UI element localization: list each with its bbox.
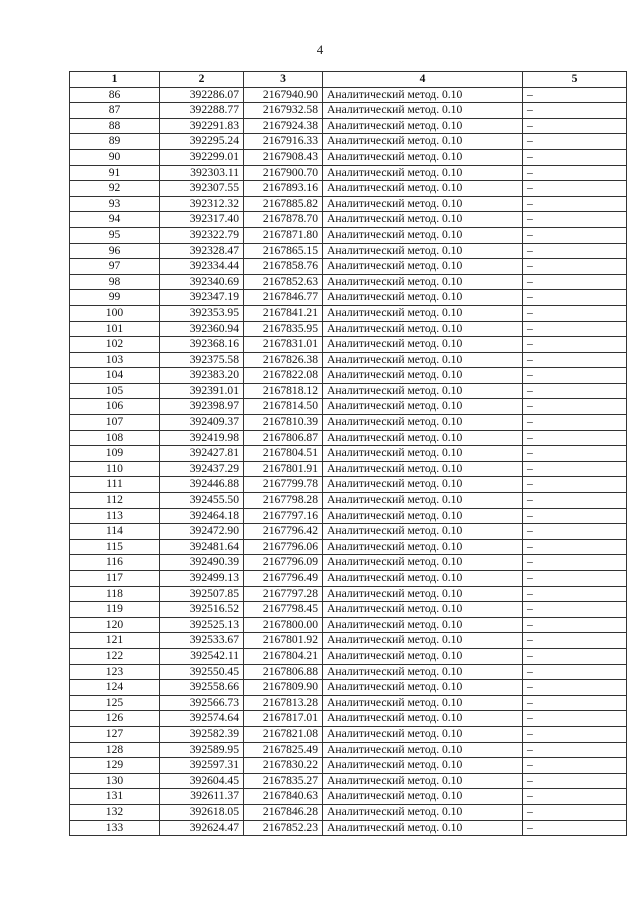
cell-point-number: 108 <box>70 430 160 446</box>
cell-note: – <box>523 461 627 477</box>
cell-y: 2167810.39 <box>244 415 323 431</box>
cell-method: Аналитический метод. 0.10 <box>323 368 523 384</box>
cell-note: – <box>523 711 627 727</box>
cell-method: Аналитический метод. 0.10 <box>323 446 523 462</box>
cell-note: – <box>523 321 627 337</box>
table-row <box>70 259 627 275</box>
cell-point-number: 106 <box>70 399 160 415</box>
cell-x: 392574.64 <box>160 711 244 727</box>
cell-x: 392398.97 <box>160 399 244 415</box>
cell-note: – <box>523 680 627 696</box>
table-row <box>70 227 627 243</box>
cell-x: 392340.69 <box>160 274 244 290</box>
table-row <box>70 430 627 446</box>
cell-note: – <box>523 571 627 587</box>
cell-x: 392334.44 <box>160 259 244 275</box>
cell-note: – <box>523 274 627 290</box>
cell-point-number: 125 <box>70 695 160 711</box>
cell-note: – <box>523 524 627 540</box>
cell-x: 392507.85 <box>160 586 244 602</box>
cell-point-number: 129 <box>70 758 160 774</box>
cell-x: 392295.24 <box>160 134 244 150</box>
table-row <box>70 539 627 555</box>
cell-note: – <box>523 446 627 462</box>
cell-x: 392525.13 <box>160 617 244 633</box>
cell-x: 392481.64 <box>160 539 244 555</box>
table-row <box>70 586 627 602</box>
cell-y: 2167835.95 <box>244 321 323 337</box>
cell-method: Аналитический метод. 0.10 <box>323 711 523 727</box>
cell-y: 2167940.90 <box>244 87 323 103</box>
table-row <box>70 571 627 587</box>
cell-method: Аналитический метод. 0.10 <box>323 305 523 321</box>
cell-note: – <box>523 305 627 321</box>
cell-note: – <box>523 243 627 259</box>
cell-y: 2167806.87 <box>244 430 323 446</box>
cell-x: 392307.55 <box>160 181 244 197</box>
cell-x: 392624.47 <box>160 820 244 836</box>
table-row <box>70 695 627 711</box>
cell-y: 2167797.28 <box>244 586 323 602</box>
cell-point-number: 110 <box>70 461 160 477</box>
cell-point-number: 91 <box>70 165 160 181</box>
table-row <box>70 648 627 664</box>
table-row <box>70 103 627 119</box>
cell-y: 2167800.00 <box>244 617 323 633</box>
cell-point-number: 114 <box>70 524 160 540</box>
table-row <box>70 290 627 306</box>
cell-y: 2167878.70 <box>244 212 323 228</box>
cell-method: Аналитический метод. 0.10 <box>323 196 523 212</box>
cell-y: 2167924.38 <box>244 118 323 134</box>
cell-point-number: 89 <box>70 134 160 150</box>
cell-y: 2167858.76 <box>244 259 323 275</box>
cell-method: Аналитический метод. 0.10 <box>323 165 523 181</box>
table-row <box>70 789 627 805</box>
cell-y: 2167804.51 <box>244 446 323 462</box>
cell-point-number: 124 <box>70 680 160 696</box>
cell-x: 392582.39 <box>160 726 244 742</box>
cell-method: Аналитический метод. 0.10 <box>323 773 523 789</box>
cell-x: 392455.50 <box>160 493 244 509</box>
cell-note: – <box>523 352 627 368</box>
cell-x: 392368.16 <box>160 337 244 353</box>
cell-point-number: 119 <box>70 602 160 618</box>
cell-y: 2167804.21 <box>244 648 323 664</box>
cell-method: Аналитический метод. 0.10 <box>323 290 523 306</box>
cell-note: – <box>523 227 627 243</box>
cell-method: Аналитический метод. 0.10 <box>323 321 523 337</box>
cell-x: 392353.95 <box>160 305 244 321</box>
cell-method: Аналитический метод. 0.10 <box>323 742 523 758</box>
cell-method: Аналитический метод. 0.10 <box>323 415 523 431</box>
column-header-method: 4 <box>323 72 523 88</box>
cell-x: 392533.67 <box>160 633 244 649</box>
cell-y: 2167846.28 <box>244 804 323 820</box>
column-header-note: 5 <box>523 72 627 88</box>
cell-x: 392597.31 <box>160 758 244 774</box>
cell-point-number: 128 <box>70 742 160 758</box>
table-row <box>70 711 627 727</box>
cell-method: Аналитический метод. 0.10 <box>323 664 523 680</box>
cell-x: 392516.52 <box>160 602 244 618</box>
table-row <box>70 758 627 774</box>
table-row <box>70 804 627 820</box>
cell-x: 392618.05 <box>160 804 244 820</box>
cell-note: – <box>523 149 627 165</box>
cell-point-number: 112 <box>70 493 160 509</box>
cell-method: Аналитический метод. 0.10 <box>323 337 523 353</box>
cell-note: – <box>523 602 627 618</box>
cell-y: 2167932.58 <box>244 103 323 119</box>
table-row <box>70 305 627 321</box>
cell-y: 2167835.27 <box>244 773 323 789</box>
cell-method: Аналитический метод. 0.10 <box>323 383 523 399</box>
cell-note: – <box>523 555 627 571</box>
table-row <box>70 617 627 633</box>
cell-y: 2167806.88 <box>244 664 323 680</box>
cell-note: – <box>523 103 627 119</box>
cell-y: 2167916.33 <box>244 134 323 150</box>
cell-note: – <box>523 415 627 431</box>
cell-method: Аналитический метод. 0.10 <box>323 789 523 805</box>
cell-point-number: 101 <box>70 321 160 337</box>
table-row <box>70 212 627 228</box>
cell-x: 392291.83 <box>160 118 244 134</box>
cell-x: 392317.40 <box>160 212 244 228</box>
column-header-point-number: 1 <box>70 72 160 88</box>
cell-x: 392419.98 <box>160 430 244 446</box>
table-row <box>70 243 627 259</box>
cell-note: – <box>523 368 627 384</box>
cell-x: 392542.11 <box>160 648 244 664</box>
table-row <box>70 493 627 509</box>
cell-point-number: 113 <box>70 508 160 524</box>
cell-point-number: 90 <box>70 149 160 165</box>
cell-method: Аналитический метод. 0.10 <box>323 243 523 259</box>
table-row <box>70 368 627 384</box>
cell-x: 392437.29 <box>160 461 244 477</box>
cell-x: 392499.13 <box>160 571 244 587</box>
cell-x: 392464.18 <box>160 508 244 524</box>
cell-point-number: 102 <box>70 337 160 353</box>
cell-note: – <box>523 633 627 649</box>
cell-method: Аналитический метод. 0.10 <box>323 118 523 134</box>
cell-point-number: 111 <box>70 477 160 493</box>
cell-method: Аналитический метод. 0.10 <box>323 227 523 243</box>
cell-method: Аналитический метод. 0.10 <box>323 804 523 820</box>
cell-note: – <box>523 181 627 197</box>
cell-point-number: 109 <box>70 446 160 462</box>
cell-y: 2167814.50 <box>244 399 323 415</box>
cell-note: – <box>523 477 627 493</box>
cell-point-number: 97 <box>70 259 160 275</box>
cell-y: 2167796.49 <box>244 571 323 587</box>
cell-note: – <box>523 789 627 805</box>
table-row <box>70 321 627 337</box>
cell-x: 392391.01 <box>160 383 244 399</box>
table-row <box>70 477 627 493</box>
table-row <box>70 415 627 431</box>
cell-method: Аналитический метод. 0.10 <box>323 633 523 649</box>
cell-y: 2167801.92 <box>244 633 323 649</box>
cell-y: 2167826.38 <box>244 352 323 368</box>
table-row <box>70 524 627 540</box>
cell-note: – <box>523 493 627 509</box>
cell-y: 2167818.12 <box>244 383 323 399</box>
cell-point-number: 130 <box>70 773 160 789</box>
cell-y: 2167801.91 <box>244 461 323 477</box>
table-row <box>70 446 627 462</box>
cell-point-number: 104 <box>70 368 160 384</box>
cell-y: 2167893.16 <box>244 181 323 197</box>
cell-note: – <box>523 773 627 789</box>
cell-y: 2167798.45 <box>244 602 323 618</box>
cell-y: 2167796.06 <box>244 539 323 555</box>
cell-method: Аналитический метод. 0.10 <box>323 352 523 368</box>
cell-point-number: 88 <box>70 118 160 134</box>
cell-point-number: 99 <box>70 290 160 306</box>
cell-method: Аналитический метод. 0.10 <box>323 695 523 711</box>
cell-method: Аналитический метод. 0.10 <box>323 726 523 742</box>
cell-note: – <box>523 196 627 212</box>
cell-note: – <box>523 165 627 181</box>
cell-note: – <box>523 259 627 275</box>
cell-point-number: 132 <box>70 804 160 820</box>
table-row <box>70 181 627 197</box>
cell-x: 392566.73 <box>160 695 244 711</box>
cell-point-number: 118 <box>70 586 160 602</box>
cell-x: 392303.11 <box>160 165 244 181</box>
cell-point-number: 116 <box>70 555 160 571</box>
cell-x: 392375.58 <box>160 352 244 368</box>
cell-method: Аналитический метод. 0.10 <box>323 259 523 275</box>
cell-note: – <box>523 383 627 399</box>
cell-method: Аналитический метод. 0.10 <box>323 212 523 228</box>
cell-point-number: 123 <box>70 664 160 680</box>
table-row <box>70 274 627 290</box>
cell-y: 2167825.49 <box>244 742 323 758</box>
cell-point-number: 103 <box>70 352 160 368</box>
cell-method: Аналитический метод. 0.10 <box>323 680 523 696</box>
cell-point-number: 87 <box>70 103 160 119</box>
cell-note: – <box>523 399 627 415</box>
cell-point-number: 92 <box>70 181 160 197</box>
table-row <box>70 602 627 618</box>
cell-point-number: 126 <box>70 711 160 727</box>
column-header-x: 2 <box>160 72 244 88</box>
cell-y: 2167813.28 <box>244 695 323 711</box>
cell-x: 392288.77 <box>160 103 244 119</box>
cell-method: Аналитический метод. 0.10 <box>323 399 523 415</box>
cell-point-number: 105 <box>70 383 160 399</box>
cell-point-number: 120 <box>70 617 160 633</box>
cell-point-number: 86 <box>70 87 160 103</box>
cell-point-number: 96 <box>70 243 160 259</box>
cell-note: – <box>523 758 627 774</box>
cell-x: 392312.32 <box>160 196 244 212</box>
cell-method: Аналитический метод. 0.10 <box>323 820 523 836</box>
cell-y: 2167841.21 <box>244 305 323 321</box>
cell-note: – <box>523 430 627 446</box>
cell-point-number: 133 <box>70 820 160 836</box>
cell-note: – <box>523 820 627 836</box>
table-body <box>70 87 627 836</box>
cell-x: 392558.66 <box>160 680 244 696</box>
cell-note: – <box>523 539 627 555</box>
cell-method: Аналитический метод. 0.10 <box>323 461 523 477</box>
cell-x: 392409.37 <box>160 415 244 431</box>
cell-method: Аналитический метод. 0.10 <box>323 586 523 602</box>
table-row <box>70 508 627 524</box>
cell-note: – <box>523 118 627 134</box>
table-row <box>70 742 627 758</box>
cell-note: – <box>523 134 627 150</box>
cell-y: 2167885.82 <box>244 196 323 212</box>
table-row <box>70 149 627 165</box>
table-row <box>70 399 627 415</box>
cell-point-number: 93 <box>70 196 160 212</box>
cell-x: 392490.39 <box>160 555 244 571</box>
cell-note: – <box>523 290 627 306</box>
cell-point-number: 127 <box>70 726 160 742</box>
cell-y: 2167822.08 <box>244 368 323 384</box>
cell-y: 2167831.01 <box>244 337 323 353</box>
cell-y: 2167830.22 <box>244 758 323 774</box>
cell-note: – <box>523 508 627 524</box>
cell-x: 392550.45 <box>160 664 244 680</box>
cell-y: 2167796.42 <box>244 524 323 540</box>
cell-note: – <box>523 726 627 742</box>
cell-method: Аналитический метод. 0.10 <box>323 149 523 165</box>
cell-method: Аналитический метод. 0.10 <box>323 524 523 540</box>
page-number: 4 <box>316 42 324 57</box>
cell-y: 2167798.28 <box>244 493 323 509</box>
table-row <box>70 664 627 680</box>
cell-x: 392322.79 <box>160 227 244 243</box>
cell-point-number: 122 <box>70 648 160 664</box>
cell-method: Аналитический метод. 0.10 <box>323 555 523 571</box>
cell-x: 392472.90 <box>160 524 244 540</box>
cell-method: Аналитический метод. 0.10 <box>323 648 523 664</box>
cell-x: 392611.37 <box>160 789 244 805</box>
cell-note: – <box>523 586 627 602</box>
cell-method: Аналитический метод. 0.10 <box>323 103 523 119</box>
coordinates-table <box>69 71 627 836</box>
cell-point-number: 100 <box>70 305 160 321</box>
cell-method: Аналитический метод. 0.10 <box>323 571 523 587</box>
table-row <box>70 196 627 212</box>
cell-point-number: 95 <box>70 227 160 243</box>
cell-point-number: 98 <box>70 274 160 290</box>
cell-y: 2167871.80 <box>244 227 323 243</box>
cell-y: 2167799.78 <box>244 477 323 493</box>
table-row <box>70 165 627 181</box>
cell-method: Аналитический метод. 0.10 <box>323 181 523 197</box>
cell-point-number: 121 <box>70 633 160 649</box>
cell-point-number: 94 <box>70 212 160 228</box>
cell-y: 2167852.23 <box>244 820 323 836</box>
cell-x: 392286.07 <box>160 87 244 103</box>
cell-note: – <box>523 742 627 758</box>
cell-x: 392427.81 <box>160 446 244 462</box>
table-row <box>70 383 627 399</box>
cell-y: 2167821.08 <box>244 726 323 742</box>
cell-method: Аналитический метод. 0.10 <box>323 134 523 150</box>
cell-x: 392360.94 <box>160 321 244 337</box>
cell-x: 392328.47 <box>160 243 244 259</box>
cell-method: Аналитический метод. 0.10 <box>323 430 523 446</box>
cell-y: 2167900.70 <box>244 165 323 181</box>
cell-x: 392589.95 <box>160 742 244 758</box>
header-row <box>70 72 627 88</box>
cell-note: – <box>523 337 627 353</box>
table-row <box>70 461 627 477</box>
table-row <box>70 134 627 150</box>
cell-y: 2167908.43 <box>244 149 323 165</box>
table-row <box>70 87 627 103</box>
cell-point-number: 131 <box>70 789 160 805</box>
cell-method: Аналитический метод. 0.10 <box>323 87 523 103</box>
cell-y: 2167865.15 <box>244 243 323 259</box>
cell-x: 392347.19 <box>160 290 244 306</box>
table-row <box>70 352 627 368</box>
cell-note: – <box>523 617 627 633</box>
cell-note: – <box>523 87 627 103</box>
cell-note: – <box>523 695 627 711</box>
table-row <box>70 820 627 836</box>
cell-method: Аналитический метод. 0.10 <box>323 602 523 618</box>
cell-x: 392446.88 <box>160 477 244 493</box>
cell-method: Аналитический метод. 0.10 <box>323 477 523 493</box>
cell-x: 392604.45 <box>160 773 244 789</box>
cell-y: 2167797.16 <box>244 508 323 524</box>
table-row <box>70 337 627 353</box>
cell-y: 2167817.01 <box>244 711 323 727</box>
table-row <box>70 555 627 571</box>
cell-y: 2167840.63 <box>244 789 323 805</box>
cell-y: 2167809.90 <box>244 680 323 696</box>
cell-x: 392299.01 <box>160 149 244 165</box>
cell-point-number: 117 <box>70 571 160 587</box>
cell-method: Аналитический метод. 0.10 <box>323 617 523 633</box>
table-row <box>70 726 627 742</box>
cell-method: Аналитический метод. 0.10 <box>323 508 523 524</box>
table-row <box>70 633 627 649</box>
cell-point-number: 115 <box>70 539 160 555</box>
cell-method: Аналитический метод. 0.10 <box>323 274 523 290</box>
cell-y: 2167846.77 <box>244 290 323 306</box>
column-header-y: 3 <box>244 72 323 88</box>
cell-y: 2167852.63 <box>244 274 323 290</box>
cell-note: – <box>523 212 627 228</box>
table-row <box>70 680 627 696</box>
cell-point-number: 107 <box>70 415 160 431</box>
table-row <box>70 773 627 789</box>
cell-note: – <box>523 648 627 664</box>
cell-method: Аналитический метод. 0.10 <box>323 758 523 774</box>
cell-note: – <box>523 804 627 820</box>
cell-method: Аналитический метод. 0.10 <box>323 493 523 509</box>
table-row <box>70 118 627 134</box>
cell-x: 392383.20 <box>160 368 244 384</box>
table-header <box>70 72 627 88</box>
cell-note: – <box>523 664 627 680</box>
cell-y: 2167796.09 <box>244 555 323 571</box>
cell-method: Аналитический метод. 0.10 <box>323 539 523 555</box>
